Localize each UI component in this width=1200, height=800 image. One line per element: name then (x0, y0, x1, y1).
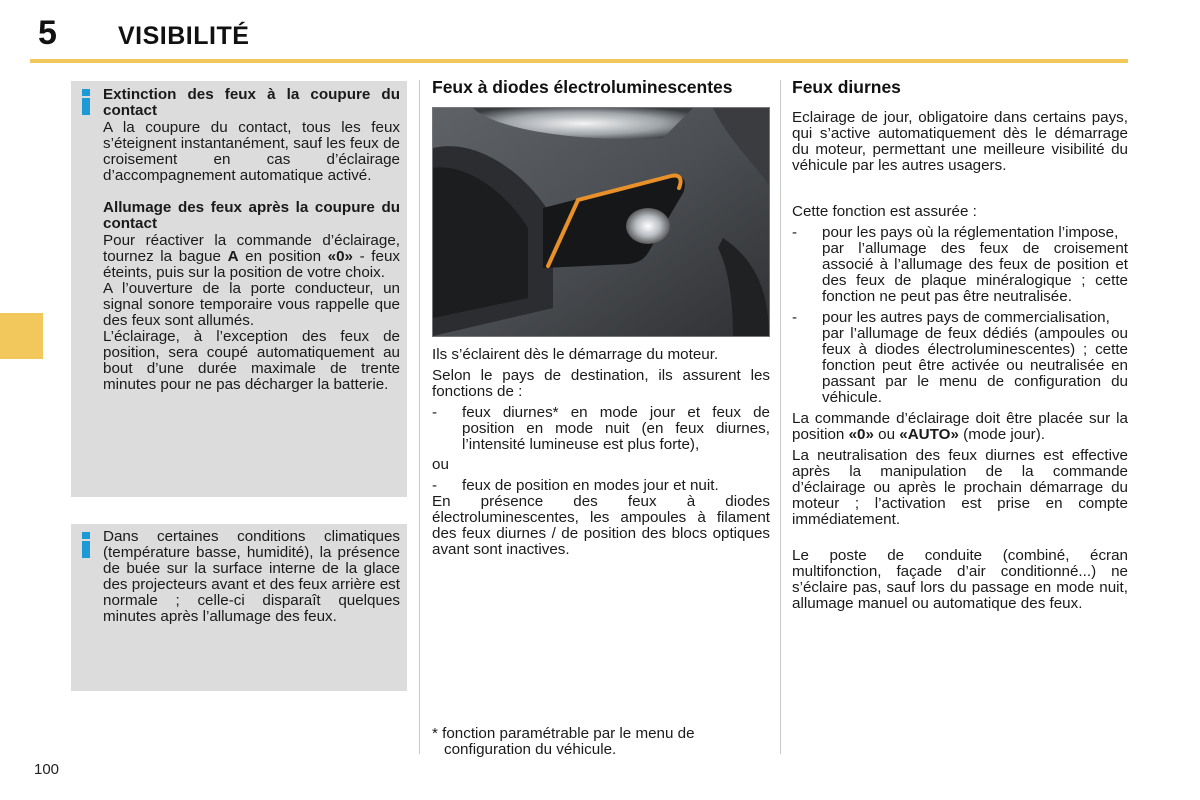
chapter-side-tab (0, 313, 43, 359)
info-para-ring: Pour réactiver la commande d’éclairage, tournez la bague A en position «0» - feux éteints, puis sur la position de votre choix. (103, 232, 401, 281)
right-column (792, 78, 1128, 617)
info-heading-lights-on: Allumage des feux après la coupure du contact (103, 199, 400, 232)
led-para-country: Selon le pays de destination, ils assurent les fonctions de : (432, 367, 770, 400)
led-or: ou (432, 456, 449, 473)
list-item: - feux de position en modes jour et nuit. (432, 477, 719, 494)
led-para-start: Ils s’éclairent dès le démarrage du moteur. (432, 346, 719, 363)
info-heading-lights-off: Extinction des feux à la coupure du contact (103, 86, 400, 119)
header-rule (30, 59, 1128, 63)
fog-lamp (626, 208, 670, 244)
chapter-number: 5 (38, 14, 57, 52)
section-heading-led: Feux à diodes électroluminescentes (432, 77, 733, 97)
info-icon (81, 89, 91, 115)
info-icon (81, 532, 91, 558)
info-box-lights-off (71, 81, 407, 497)
drl-para-neutralisation: La neutralisation des feux diurnes est effective après la manipulation de la commande d’éclairage ou après le prochain démarrage du moteur ; l’activation est prise en compte immédiatement. (792, 447, 1128, 528)
info-para-battery: L’éclairage, à l’exception des feux de position, sera coupé automatiquement au bout d’une durée maximale de trente minutes pour ne pas décharger la batterie. (103, 328, 400, 393)
page-number: 100 (34, 761, 60, 778)
column-divider-left (419, 80, 420, 754)
list-item: - pour les pays où la réglementation l’impose, (792, 224, 1119, 241)
drl-sub-item: par l’allumage des feux de croisement associé à l’allumage des feux de position et des feux de plaque minéralogique ; cette fonction ne peut pas être neutralisée. (822, 240, 1128, 305)
info-para-door: A l’ouverture de la porte conducteur, un signal sonore temporaire vous rappelle que des feux sont allumés. (103, 280, 400, 329)
drl-para-control: La commande d’éclairage doit être placée sur la position «0» ou «AUTO» (mode jour). (792, 410, 1128, 443)
drl-para-function: Cette fonction est assurée : (792, 203, 977, 220)
footnote: * fonction paramétrable par le menu de configuration du véhicule. (432, 725, 695, 758)
page-title: VISIBILITÉ (118, 22, 250, 50)
led-lights-photo (432, 107, 770, 337)
middle-column (432, 78, 770, 563)
list-item: - feux diurnes* en mode jour et feux de position en mode nuit (en feux diurnes, l’intensité lumineuse est plus forte), (432, 404, 770, 453)
drl-para-dashboard: Le poste de conduite (combiné, écran multifonction, façade d’air conditionné...) ne s’éclaire pas, sauf lors du passage en mode nuit, allumage manuel ou automatique des feux. (792, 547, 1128, 612)
led-para-filament: En présence des feux à diodes électroluminescentes, les ampoules à filament des feux diurnes / de position des blocs optiques avant sont inactives. (432, 493, 770, 558)
section-heading-drl: Feux diurnes (792, 77, 901, 97)
column-divider-right (780, 80, 781, 754)
info-box-condensation (71, 524, 407, 691)
drl-sub-item: par l’allumage de feux dédiés (ampoules ou feux à diodes électroluminescentes) ; cette fonction peut être activée ou neutralisée en passant par le menu de configuration du véhicule. (822, 325, 1128, 406)
info-para: A la coupure du contact, tous les feux s’éteignent instantanément, sauf les feux de croisement en cas d’éclairage d’accompagnement automatique activé. (103, 119, 400, 184)
list-item: - pour les autres pays de commercialisation, (792, 309, 1110, 326)
info-para-condensation: Dans certaines conditions climatiques (température basse, humidité), la présence de buée sur la surface interne de la glace des projecteurs avant et des feux arrière est normale ; celle-ci disparaît quelques minutes après l’allumage des feux. (103, 528, 400, 625)
drl-para-intro: Eclairage de jour, obligatoire dans certains pays, qui s’active automatiquement dès le démarrage du moteur, permettant une meilleure visibilité du véhicule par les autres usagers. (792, 109, 1128, 174)
